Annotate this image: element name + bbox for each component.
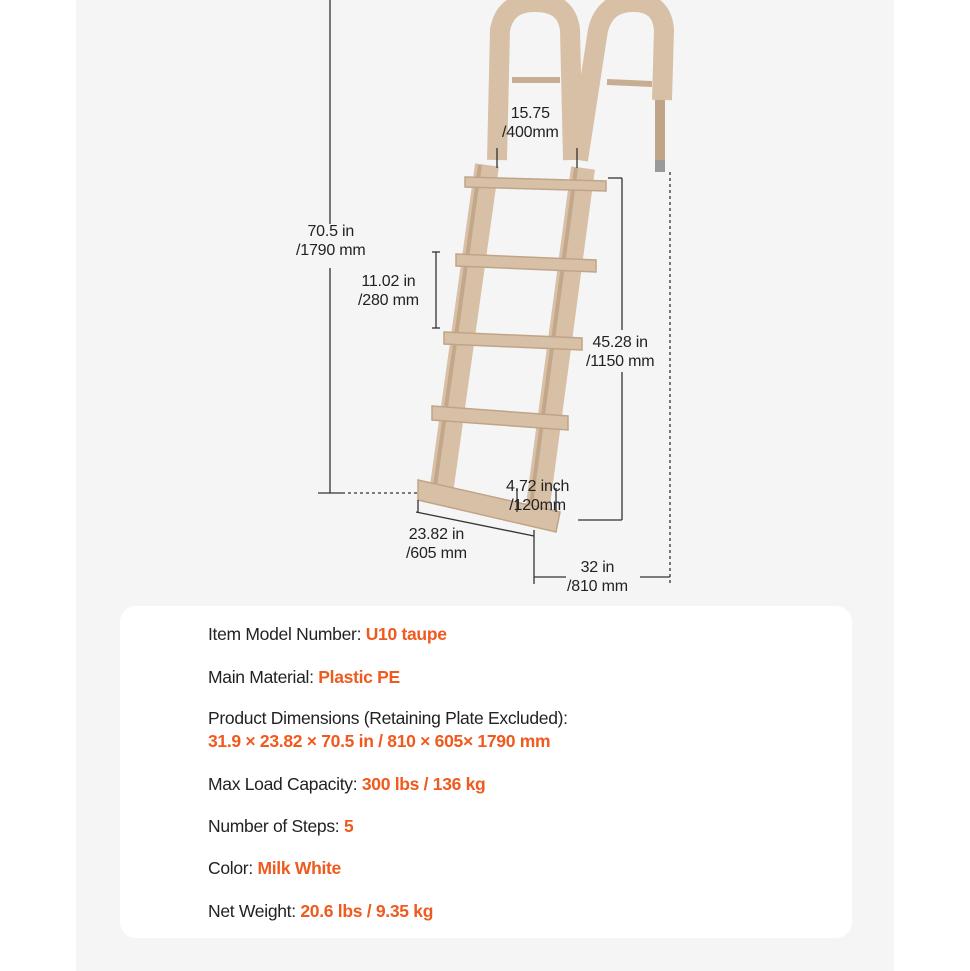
spec-value: Plastic PE	[318, 667, 400, 687]
spec-main-material	[208, 667, 400, 688]
spec-label: Net Weight:	[208, 901, 296, 921]
dim-total-height-metric: /1790 mm	[296, 242, 366, 259]
spec-product-dimensions	[208, 708, 568, 752]
dim-step-depth-metric: /120mm	[509, 497, 566, 514]
dim-step-spacing	[358, 272, 419, 310]
spec-label: Main Material:	[208, 667, 314, 687]
spec-label: Number of Steps:	[208, 816, 340, 836]
dim-base-width-metric: /605 mm	[406, 545, 467, 562]
dim-total-depth-metric: /810 mm	[567, 578, 628, 595]
dim-step-depth	[506, 477, 569, 515]
spec-label: Product Dimensions (Retaining Plate Excluded):	[208, 708, 568, 728]
dim-base-width-value: 23.82 in	[408, 526, 465, 543]
dim-step-depth-value: 4.72 inch	[506, 478, 570, 495]
spec-label: Color:	[208, 858, 253, 878]
spec-number-of-steps	[208, 816, 353, 837]
dim-top-width-value: 15.75	[510, 105, 550, 122]
dim-lower-height-value: 45.28 in	[592, 334, 648, 351]
spec-model-number	[208, 624, 447, 645]
dim-step-spacing-metric: /280 mm	[358, 292, 419, 309]
spec-color	[208, 858, 341, 879]
dim-total-height	[296, 222, 366, 260]
dim-top-width	[502, 104, 559, 142]
dim-total-depth-value: 32 in	[580, 559, 615, 576]
spec-max-load	[208, 774, 485, 795]
dim-top-width-metric: /400mm	[502, 124, 559, 141]
spec-value: Milk White	[257, 858, 341, 878]
spec-value: 31.9 × 23.82 × 70.5 in / 810 × 605× 1790 mm	[208, 731, 551, 751]
spec-label: Max Load Capacity:	[208, 774, 358, 794]
spec-label: Item Model Number:	[208, 624, 362, 644]
dim-total-depth	[567, 558, 628, 596]
dim-lower-height	[586, 333, 654, 371]
ladder-illustration	[418, 2, 665, 532]
dim-base-width	[406, 525, 467, 563]
spec-value: 20.6 lbs / 9.35 kg	[300, 901, 434, 921]
dim-step-spacing-value: 11.02 in	[361, 273, 416, 290]
dim-total-height-value: 70.5 in	[307, 223, 355, 240]
spec-net-weight	[208, 901, 433, 922]
spec-value: 5	[343, 816, 354, 836]
spec-value: U10 taupe	[365, 624, 447, 644]
spec-card	[120, 606, 852, 938]
spec-value: 300 lbs / 136 kg	[361, 774, 486, 794]
dim-lower-height-metric: /1150 mm	[586, 353, 655, 370]
